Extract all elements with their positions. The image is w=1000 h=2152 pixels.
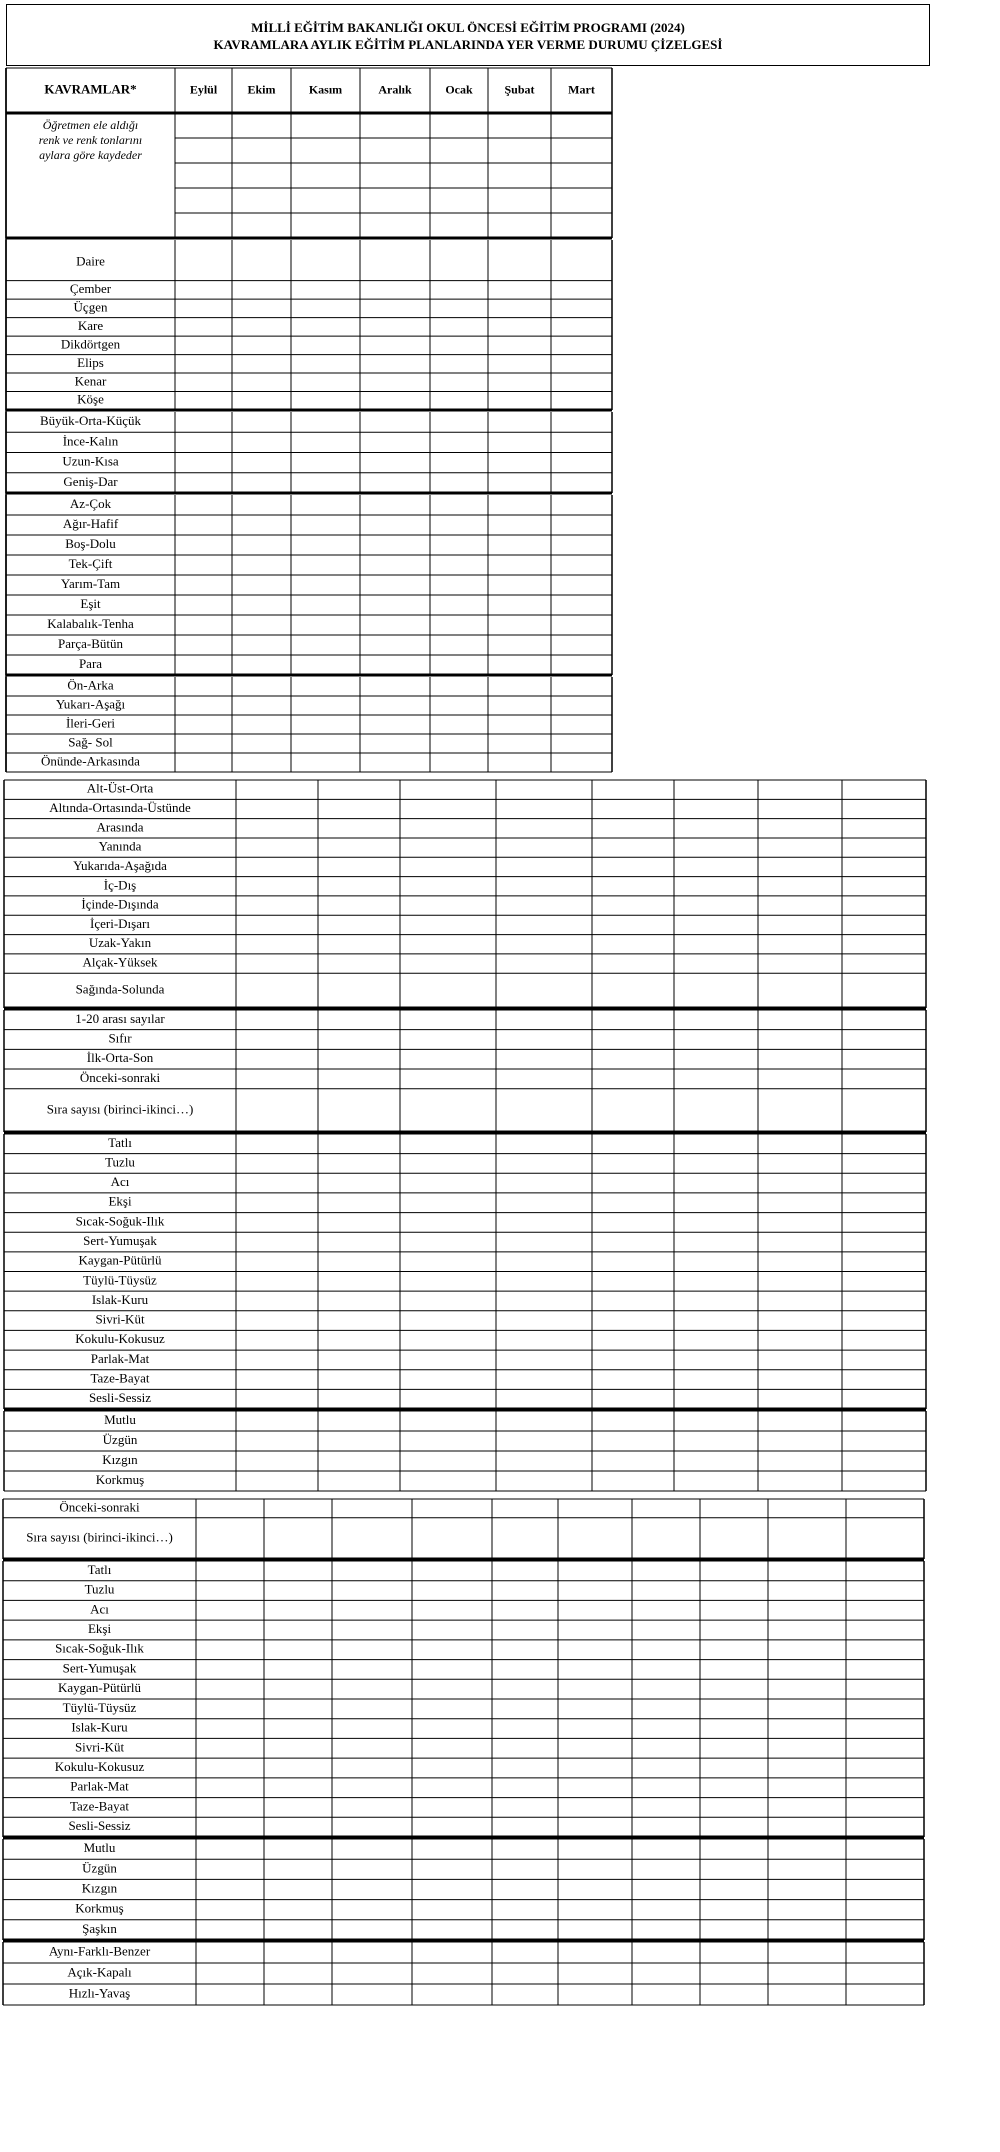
concept-label: İleri-Geri: [65, 715, 116, 731]
month-header-3: Kasım: [308, 82, 343, 97]
concept-label: Kaygan-Pütürlü: [57, 1680, 142, 1696]
concept-label: Sıcak-Soğuk-Ilık: [75, 1213, 165, 1229]
concept-label: Taze-Bayat: [70, 1798, 129, 1814]
concept-label: Sesli-Sessiz: [68, 1818, 131, 1834]
concept-label: Kaygan-Pütürlü: [78, 1252, 162, 1268]
concept-label: Yukarıda-Aşağıda: [73, 857, 167, 873]
concept-label: Tüylü-Tüysüz: [62, 1699, 137, 1715]
concept-label: Üzgün: [102, 1431, 138, 1447]
concept-label: Sert-Yumuşak: [83, 1233, 157, 1249]
concept-label: Acı: [90, 1601, 109, 1617]
concept-label: Tek-Çift: [68, 555, 113, 571]
concept-label: Para: [78, 655, 103, 671]
concept-label: Büyük-Orta-Küçük: [39, 413, 142, 429]
concept-label: Sıfır: [108, 1030, 132, 1046]
month-header-4: Aralık: [378, 82, 412, 97]
concept-label: Ekşi: [87, 1620, 112, 1636]
concept-label: Tatlı: [87, 1561, 112, 1577]
concept-label: Ekşi: [108, 1193, 132, 1209]
concept-label: Önceki-sonraki: [79, 1069, 161, 1085]
concept-label: Ağır-Hafif: [62, 515, 119, 531]
concept-label: Köşe: [77, 391, 104, 407]
concept-label: Elips: [77, 354, 104, 370]
concept-label: Sivri-Küt: [74, 1739, 125, 1755]
concept-label: Korkmuş: [75, 1900, 124, 1916]
concept-label: Islak-Kuru: [71, 1719, 128, 1735]
concept-label: Taze-Bayat: [90, 1370, 150, 1386]
concept-column-header: KAVRAMLAR*: [44, 81, 137, 97]
concept-label: İçinde-Dışında: [81, 896, 159, 912]
concept-label: Tuzlu: [84, 1581, 115, 1597]
concept-label: Uzun-Kısa: [62, 453, 119, 469]
month-header-7: Mart: [568, 82, 595, 97]
concept-label: İlk-Orta-Son: [86, 1050, 154, 1066]
concept-label: Çember: [69, 280, 112, 296]
concept-label: Kızgın: [102, 1451, 138, 1467]
concept-label: Üzgün: [82, 1860, 117, 1876]
concept-label: Sağ- Sol: [68, 734, 113, 750]
concept-label: Alçak-Yüksek: [82, 954, 158, 970]
concept-label: Yarım-Tam: [60, 575, 121, 591]
concept-label: Sıra sayısı (birinci-ikinci…): [26, 1529, 173, 1545]
concept-label: Kare: [77, 317, 104, 333]
concept-label: Acı: [110, 1174, 130, 1190]
concept-label: Önünde-Arkasında: [41, 753, 140, 769]
concept-label: Islak-Kuru: [91, 1291, 149, 1307]
concept-label: Şaşkın: [82, 1920, 117, 1936]
concept-label: İç-Dış: [103, 877, 137, 893]
concept-label: Tuzlu: [105, 1154, 135, 1170]
concept-label: Uzak-Yakın: [88, 935, 152, 951]
concept-label: Arasında: [96, 819, 144, 835]
concept-label: Az-Çok: [69, 495, 112, 511]
concept-label: Yukarı-Aşağı: [55, 696, 126, 712]
month-header-5: Ocak: [445, 82, 473, 97]
concept-label: Parlak-Mat: [70, 1778, 129, 1794]
concept-label: Sağında-Solunda: [75, 981, 165, 997]
concept-label: Daire: [76, 253, 105, 269]
concept-label: Sivri-Küt: [95, 1311, 145, 1327]
header-title-line1: MİLLİ EĞİTİM BAKANLIĞI OKUL ÖNCESİ EĞİTİM PROGRAMI (2024): [251, 20, 685, 35]
concept-label: Önceki-sonraki: [59, 1499, 140, 1515]
concept-label: Kokulu-Kokusuz: [54, 1758, 145, 1774]
concept-label: Alt-Üst-Orta: [86, 780, 154, 796]
concept-label: Kenar: [74, 373, 107, 389]
concept-label: Sıcak-Soğuk-Ilık: [55, 1640, 144, 1656]
header-title-line2: KAVRAMLARA AYLIK EĞİTİM PLANLARINDA YER VERME DURUMU ÇİZELGESİ: [213, 37, 723, 52]
concept-label: Tatlı: [108, 1134, 132, 1150]
concept-label: Yanında: [98, 838, 142, 854]
concept-label: 1-20 arası sayılar: [75, 1010, 165, 1026]
concept-label: Boş-Dolu: [65, 535, 116, 551]
concept-label: Sesli-Sessiz: [88, 1390, 152, 1406]
concept-label: İnce-Kalın: [62, 433, 119, 449]
month-header-1: Eylül: [189, 82, 218, 97]
concept-label: Sert-Yumuşak: [62, 1660, 137, 1676]
concept-label: Kokulu-Kokusuz: [75, 1331, 165, 1347]
month-header-6: Şubat: [504, 82, 535, 97]
concept-label: Kızgın: [81, 1880, 118, 1896]
concept-label: Mutlu: [83, 1840, 116, 1856]
concept-label: Dikdörtgen: [60, 336, 121, 352]
concept-label: Açık-Kapalı: [67, 1964, 132, 1980]
concept-label: Üçgen: [73, 299, 108, 315]
concept-label: Parça-Bütün: [58, 635, 123, 651]
color-note: Öğretmen ele aldığı renk ve renk tonlarını aylara göre kaydeder: [38, 118, 143, 162]
concept-label: Aynı-Farklı-Benzer: [48, 1943, 151, 1959]
concept-label: Korkmuş: [95, 1471, 145, 1487]
concept-label: Tüylü-Tüysüz: [83, 1272, 157, 1288]
concept-label: Mutlu: [104, 1411, 136, 1427]
concept-label: Parlak-Mat: [90, 1350, 150, 1366]
concept-label: İçeri-Dışarı: [90, 915, 150, 931]
month-header-2: Ekim: [247, 82, 276, 97]
concept-label: Geniş-Dar: [63, 473, 118, 489]
concept-label: Eşit: [80, 595, 101, 611]
concept-label: Ön-Arka: [67, 677, 114, 693]
concept-label: Altında-Ortasında-Üstünde: [49, 799, 191, 815]
concept-label: Kalabalık-Tenha: [47, 615, 134, 631]
concept-label: Sıra sayısı (birinci-ikinci…): [46, 1101, 194, 1117]
concept-label: Hızlı-Yavaş: [68, 1985, 131, 2001]
